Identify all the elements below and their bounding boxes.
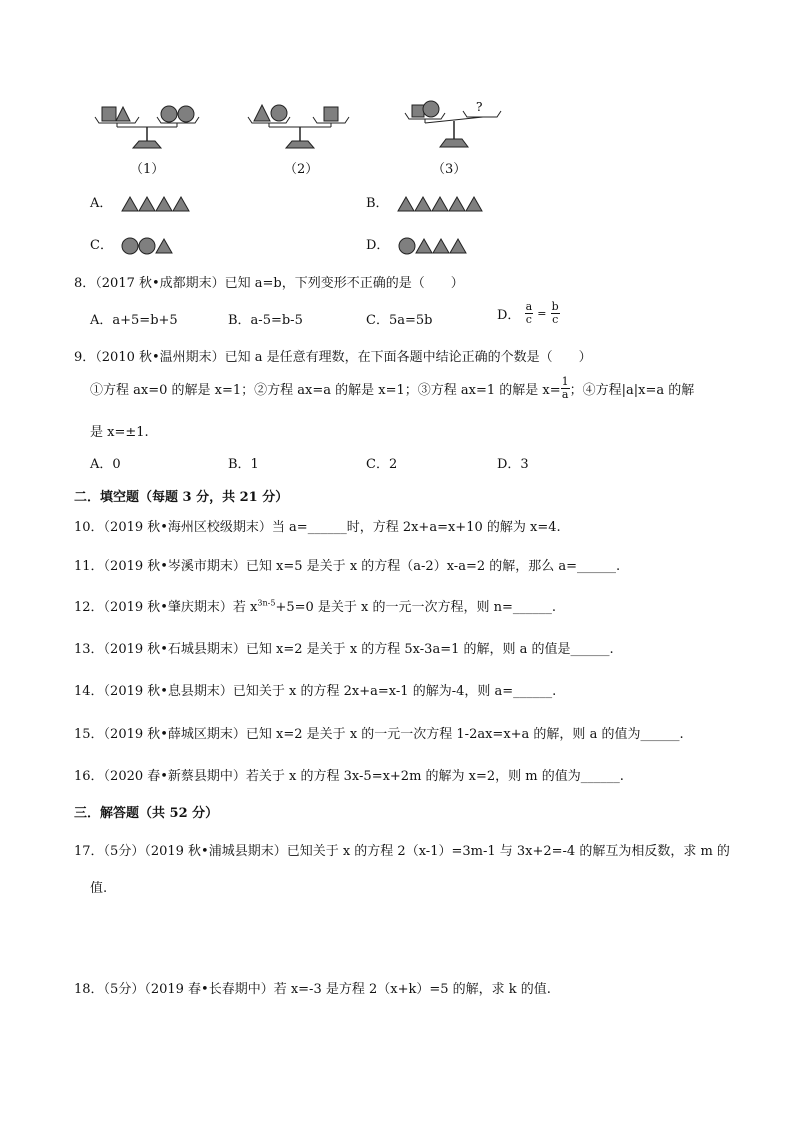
section-heading-solve: 三．解答题（共 52 分） <box>74 806 219 821</box>
circle-shape <box>178 106 194 122</box>
shapes-circles-triangle <box>121 237 181 255</box>
shapes-triangles-5 <box>397 196 493 212</box>
q7-option-c <box>90 234 181 255</box>
q9-option-c: C．2 <box>366 457 398 472</box>
q9-statements-cont: 是 x=±1. <box>90 425 149 440</box>
q7-option-b <box>366 192 493 212</box>
triangle-shape <box>116 107 130 121</box>
shapes-circle-triangles <box>398 237 474 255</box>
q7-option-d <box>366 234 474 255</box>
option-letter: A． <box>90 196 113 211</box>
q16: 16．（2020 春•新蔡县期中）若关于 x 的方程 3x-5=x+2m 的解为 x=2，则 m 的值为______. <box>74 769 624 784</box>
square-shape <box>324 107 338 121</box>
circle-shape <box>161 106 177 122</box>
fraction: $\frac{1}{a}$ <box>561 375 569 401</box>
square-shape <box>102 107 116 121</box>
shapes-triangles-4 <box>121 196 201 212</box>
q18: 18．（5分）（2019 春•长春期中）若 x=-3 是方程 2（x+k）=5 的解，求 k 的值. <box>74 982 551 997</box>
q7-option-a <box>90 192 201 212</box>
q8-option-b: B．a-5=b-5 <box>228 313 303 328</box>
q9-option-b: B．1 <box>228 457 259 472</box>
q9-stem: 9．（2010 秋•温州期末）已知 a 是任意有理数，在下面各题中结论正确的个数是（ ） <box>74 350 592 365</box>
q13: 13．（2019 秋•石城县期末）已知 x=2 是关于 x 的方程 5x-3a=1 的解，则 a 的值是______. <box>74 642 614 657</box>
fraction: $\frac{a}{c}$ <box>525 300 533 326</box>
figure-caption-2: （2） <box>284 162 319 177</box>
option-letter: B． <box>366 196 389 211</box>
q8-option-a: A．a+5=b+5 <box>90 313 178 328</box>
q8-option-c: C．5a=5b <box>366 313 433 328</box>
q11: 11．（2019 秋•岑溪市期末）已知 x=5 是关于 x 的方程（a-2）x-a=2 的解，那么 a=______. <box>74 559 621 574</box>
square-shape <box>412 105 424 117</box>
figure-caption-1: （1） <box>130 162 165 177</box>
q12: 12．（2019 秋•肇庆期末）若 $x^{3n-5}+5=0$ 是关于 x 的一元一次方程，则 n=______. <box>74 598 557 615</box>
q8-stem: 8．（2017 秋•成都期末）已知 a=b，下列变形不正确的是（ ） <box>74 276 464 291</box>
q15: 15．（2019 秋•薛城区期末）已知 x=2 是关于 x 的一元一次方程 1-2ax=x+a 的解，则 a 的值为______. <box>74 727 684 742</box>
section-heading-fill-in: 二．填空题（每题 3 分，共 21 分） <box>74 490 289 505</box>
q17-cont: 值. <box>90 881 108 896</box>
figure-caption-3: （3） <box>432 162 467 177</box>
circle-shape <box>423 101 439 117</box>
q8-option-d: D． $\frac{a}{c}$ = $\frac{b}{c}$ <box>497 300 559 326</box>
q9-option-d: D．3 <box>497 457 529 472</box>
question-mark: ? <box>476 100 483 114</box>
q9-statements: ①方程 ax=0 的解是 x=1；②方程 ax=a 的解是 x=1；③方程 ax=1 的解是 x= $\frac{1}{a}$ ；④方程|a|x=a 的解 <box>90 375 695 401</box>
circle-shape <box>271 105 287 121</box>
q14: 14．（2019 秋•息县期末）已知关于 x 的方程 2x+a=x-1 的解为-4，则 a=______. <box>74 684 557 699</box>
q10: 10．（2019 秋•海州区校级期末）当 a=______时，方程 2x+a=x+10 的解为 x=4. <box>74 520 561 535</box>
q9-option-a: A．0 <box>90 457 121 472</box>
balance-scales-figure <box>85 95 505 155</box>
option-letter: D． <box>497 308 521 323</box>
q17: 17．（5分）（2019 秋•浦城县期末）已知关于 x 的方程 2（x-1）=3m-1 与 3x+2=-4 的解互为相反数，求 m 的 <box>74 844 730 859</box>
balance-scale-3 <box>405 100 501 147</box>
option-letter: C． <box>90 238 113 253</box>
option-letter: D． <box>366 238 390 253</box>
fraction: $\frac{b}{c}$ <box>551 300 559 326</box>
balance-scale-1 <box>95 106 199 148</box>
triangle-shape <box>254 105 270 121</box>
balance-scale-2 <box>248 105 349 148</box>
